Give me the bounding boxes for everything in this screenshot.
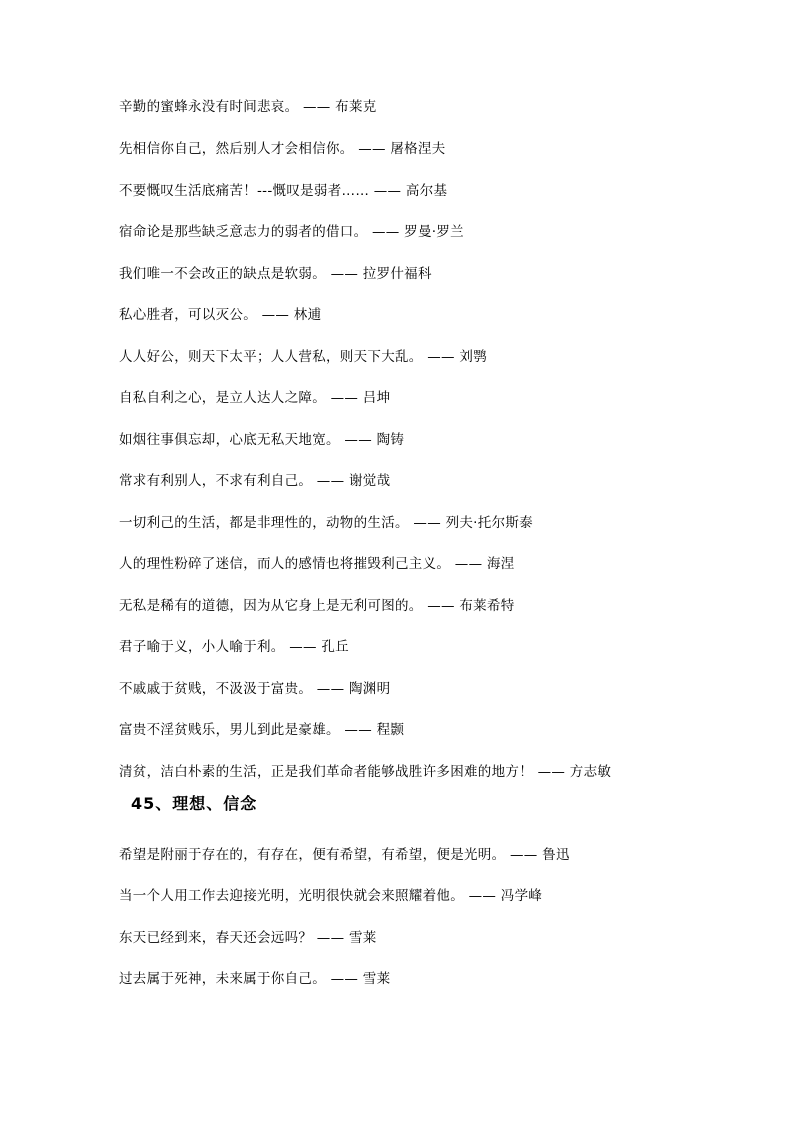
quote-line: 宿命论是那些缺乏意志力的弱者的借口。 —— 罗曼·罗兰	[119, 224, 464, 240]
quote-line: 当一个人用工作去迎接光明，光明很快就会来照耀着他。 —— 冯学峰	[119, 888, 543, 904]
quote-line: 我们唯一不会改正的缺点是软弱。 —— 拉罗什福科	[119, 266, 432, 282]
quote-line: 先相信你自己，然后别人才会相信你。 —— 屠格涅夫	[119, 141, 446, 157]
quote-line: 如烟往事俱忘却，心底无私天地宽。 —— 陶铸	[119, 432, 405, 448]
quote-line: 私心胜者，可以灭公。 —— 林逋	[119, 307, 322, 323]
quote-line: 东天已经到来，春天还会远吗？ —— 雪莱	[119, 930, 377, 946]
quote-line: 人人好公，则天下太平；人人营私，则天下大乱。 —— 刘鹗	[119, 349, 487, 365]
quote-line: 常求有利别人，不求有利自己。 —— 谢觉哉	[119, 473, 391, 489]
quote-line: 富贵不淫贫贱乐，男儿到此是豪雄。 —— 程颢	[119, 722, 405, 738]
quote-line: 君子喻于义，小人喻于利。 —— 孔丘	[119, 639, 349, 655]
quote-line: 自私自利之心，是立人达人之障。 —— 吕坤	[119, 390, 391, 406]
quote-line: 希望是附丽于存在的，有存在，便有希望，有希望，便是光明。 —— 鲁迅	[119, 847, 570, 863]
quote-line: 过去属于死神，未来属于你自己。 —— 雪莱	[119, 971, 391, 987]
quote-line: 辛勤的蜜蜂永没有时间悲哀。 —— 布莱克	[119, 99, 377, 115]
quote-line: 不要慨叹生活底痛苦！---慨叹是弱者…… —— 高尔基	[119, 183, 448, 199]
quote-line: 一切利己的生活，都是非理性的，动物的生活。 —— 列夫·托尔斯泰	[119, 515, 533, 531]
section-heading: 45、理想、信念	[131, 794, 258, 813]
quote-line: 不戚戚于贫贱，不汲汲于富贵。 —— 陶渊明	[119, 681, 391, 697]
quote-line: 无私是稀有的道德，因为从它身上是无利可图的。 —— 布莱希特	[119, 598, 515, 614]
quote-line: 清贫，洁白朴素的生活，正是我们革命者能够战胜许多困难的地方！ —— 方志敏	[119, 764, 612, 780]
quote-line: 人的理性粉碎了迷信，而人的感情也将摧毁利己主义。 —— 海涅	[119, 556, 515, 572]
